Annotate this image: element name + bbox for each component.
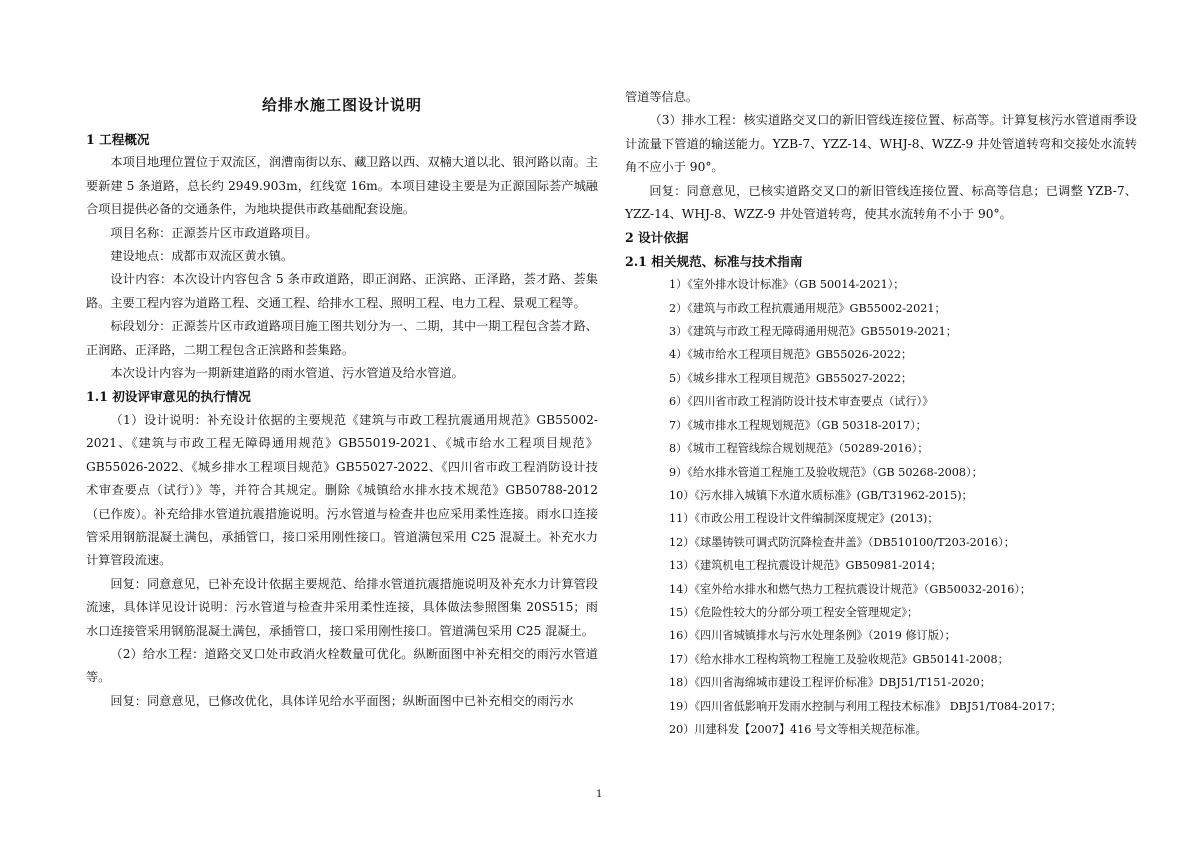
- left-column: [86, 128, 598, 713]
- section-division: 标段划分：正源荟片区市政道路项目施工图共划分为一、二期，其中一期工程包含荟才路、正润路、正泽路，二期工程包含正滨路和荟集路。: [86, 319, 598, 357]
- project-name: 项目名称：正源荟片区市政道路项目。: [110, 225, 318, 240]
- right-column: [625, 86, 1137, 741]
- list-item: 7）《城市排水工程规划规范》（GB 50318-2017）；: [669, 418, 927, 432]
- section-heading-standards: 2.1 相关规范、标准与技术指南: [625, 253, 803, 269]
- review-item-2: （2）给水工程：道路交叉口处市政消火栓数量可优化。纵断面图中补充相交的雨污水管道等。: [86, 646, 598, 685]
- list-item: 20）川建科发【2007】416 号文等相关规范标准。: [669, 722, 927, 736]
- section-heading-review: 1.1 初设评审意见的执行情况: [86, 389, 251, 405]
- list-item: 16）《四川省城镇排水与污水处理条例》（2019 修订版）；: [669, 629, 956, 643]
- list-item: 6）《四川省市政工程消防设计技术审查要点（试行）》: [669, 395, 934, 409]
- list-item: 17）《给水排水工程构筑物工程施工及验收规范》GB50141-2008；: [669, 652, 1009, 666]
- continued-text: 管道等信息。: [625, 90, 699, 104]
- list-item: 15）《危险性较大的分部分项工程安全管理规定》；: [669, 605, 919, 619]
- list-item: 3）《建筑与市政工程无障碍通用规范》GB55019-2021；: [669, 325, 957, 339]
- list-item: 13）《建筑机电工程抗震设计规范》GB50981-2014；: [669, 559, 942, 573]
- list-item: 8）《城市工程管线综合规划规范》（50289-2016）；: [669, 442, 929, 456]
- section-heading-overview: 1 工程概况: [86, 132, 150, 147]
- design-scope: 本次设计内容为一期新建道路的雨水管道、污水管道及给水管道。: [110, 366, 464, 381]
- review-reply-2: 回复：同意意见，已修改优化，具体详见给水平面图；纵断面图中已补充相交的雨污水: [110, 693, 574, 708]
- standards-list: [625, 273, 1137, 741]
- design-content: 设计内容：本次设计内容包含 5 条市政道路，即正润路、正滨路、正泽路，荟才路、荟集路。主要工程内容为道路工程、交通工程、给排水工程、照明工程、电力工程、景观工程等。: [86, 272, 598, 310]
- review-reply-1: 回复：同意意见，已补充设计依据主要规范、给排水管道抗震措施说明及补充水力计算管段流速，具体详见设计说明：污水管道与检查井采用柔性连接，具体做法参照图集 20S515；雨水口连接管采用钢筋混凝土满包，承插管口，接口采用刚性接口。管道满包采用 C25 混凝土。: [86, 576, 598, 638]
- list-item: 19）《四川省低影响开发雨水控制与利用工程技术标准》 DBJ51/T084-2017；: [669, 699, 1062, 713]
- list-item: 11）《市政公用工程设计文件编制深度规定》(2013)；: [669, 512, 939, 526]
- list-item: 18）《四川省海绵城市建设工程评价标准》DBJ51/T151-2020；: [669, 676, 991, 690]
- list-item: 10）《污水排入城镇下水道水质标准》(GB/T31962-2015)；: [669, 488, 973, 502]
- list-item: 2）《建筑与市政工程抗震通用规范》GB55002-2021；: [669, 301, 946, 315]
- page-number: 1: [596, 789, 603, 800]
- review-item-1: （1）设计说明：补充设计依据的主要规范《建筑与市政工程抗震通用规范》GB55002-2021、《建筑与市政工程无障碍通用规范》GB55019-2021、《城市给水工程项目规范》GB55026-2022、《城乡排水工程项目规范》GB55027-2022、《四川省市政工程消防设计技术审查要点（试行）》等，并符合其规定。删除《城镇给水排水技术规范》GB50788-2012（已作废）。补充给排水管道抗震措施说明。污水管道与检查井也应采用柔性连接。雨水口连接管采用钢筋混凝土满包，承插管口，接口采用刚性接口。管道满包采用 C25 混凝土。补充水力计算管段流速。: [86, 412, 598, 568]
- list-item: 12）《球墨铸铁可调式防沉降检查井盖》（DB510100/T203-2016）；: [669, 535, 1015, 549]
- list-item: 1）《室外排水设计标准》（GB 50014-2021）；: [669, 278, 905, 292]
- overview-paragraph: 本项目地理位置位于双流区，润漕南街以东、藏卫路以西、双楠大道以北、银河路以南。主要新建 5 条道路，总长约 2949.903m，红线宽 16m。本项目建设主要是为正源国际荟产城融合项目提供必备的交通条件，为地块提供市政基础配套设施。: [86, 155, 598, 217]
- section-heading-basis: 2 设计依据: [625, 230, 689, 246]
- list-item: 9）《给水排水管道工程施工及验收规范》（GB 50268-2008）；: [669, 465, 983, 479]
- document-title: 给排水施工图设计说明: [261, 96, 422, 114]
- list-item: 4）《城市给水工程项目规范》GB55026-2022；: [669, 348, 913, 362]
- review-reply-3: 回复：同意意见，已核实道路交叉口的新旧管线连接位置、标高等信息；已调整 YZB-7、YZZ-14、WHJ-8、WZZ-9 井处管道转弯，使其水流转角不小于 90°。: [625, 183, 1137, 222]
- list-item: 14）《室外给水排水和燃气热力工程抗震设计规范》（GB50032-2016）；: [669, 582, 1032, 596]
- review-item-3: （3）排水工程：核实道路交叉口的新旧管线连接位置、标高等。计算复核污水管道雨季设计流量下管道的输送能力。YZB-7、YZZ-14、WHJ-8、WZZ-9 井处管道转弯和交接处水流转角不应小于 90°。: [625, 113, 1137, 175]
- list-item: 5）《城乡排水工程项目规范》GB55027-2022；: [669, 371, 913, 385]
- project-location: 建设地点：成都市双流区黄水镇。: [110, 249, 294, 264]
